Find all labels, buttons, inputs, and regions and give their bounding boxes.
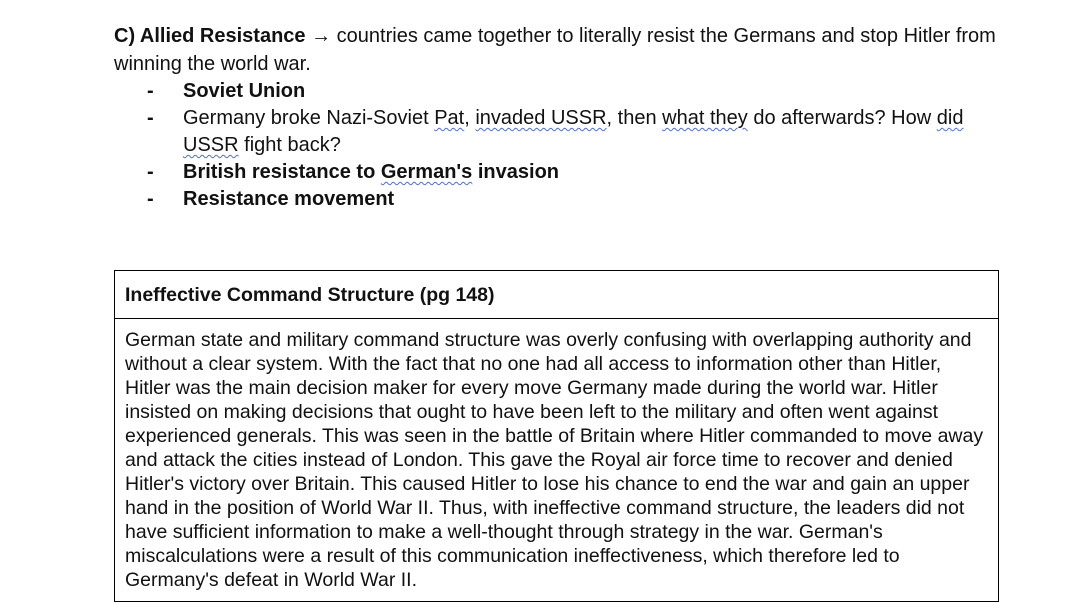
section-heading: C) Allied Resistance	[114, 25, 306, 47]
table-body-cell[interactable]: German state and military command structure was overly confusing with overlapping authority and without a clear system. With the fact that no one had all access to information other than Hitler, Hitler was the main decision maker for every move Germany made during the world war. Hitler insisted on making decisions that ought to have been left to the military and often went against experienced generals. This was seen in the battle of Britain where Hitler commanded to move away and attack the cities instead of London. This gave the Royal air force time to recover and denied Hitler's victory over Britain. This caused Hitler to lose his chance to end the war and gain an upper hand in the position of World War II. Thus, with ineffective command structure, the leaders did not have sufficient information to make a well-thought through strategy in the war. German's miscalculations were a result of this communication ineffectiveness, which therefore led to Germany's defeat in World War II.	[125, 329, 984, 591]
list-item-text: Germany broke Nazi-Soviet	[183, 107, 435, 129]
list-item-text: British resistance to	[183, 161, 381, 183]
list-item[interactable]	[114, 186, 1004, 213]
list-item[interactable]	[114, 159, 1004, 186]
arrow-glyph: →	[311, 25, 332, 47]
notes-table	[114, 270, 999, 602]
list-item-text: invasion	[472, 161, 560, 183]
dash-bullet-icon: -	[147, 161, 154, 183]
list-item-text: ,	[464, 107, 476, 129]
list-item-text: fight back?	[238, 134, 341, 156]
section-heading-paragraph[interactable]	[114, 22, 1004, 78]
spellcheck-flagged-word[interactable]: what they	[662, 107, 748, 129]
list-item-text: , then	[606, 107, 663, 129]
table-header-cell[interactable]: Ineffective Command Structure (pg 148)	[115, 271, 998, 319]
list-item[interactable]	[114, 78, 1004, 105]
dash-bullet-icon: -	[147, 80, 154, 102]
bullet-list	[114, 78, 1004, 213]
dash-bullet-icon: -	[147, 188, 154, 210]
list-item[interactable]	[114, 105, 1004, 159]
list-item-text: Soviet Union	[183, 80, 306, 102]
list-item-text: Resistance movement	[183, 188, 395, 210]
list-item-text: do afterwards? How	[747, 107, 937, 129]
spellcheck-flagged-word[interactable]: did USSR	[183, 107, 964, 156]
dash-bullet-icon: -	[147, 107, 154, 129]
spellcheck-flagged-word[interactable]: invaded USSR	[475, 107, 607, 129]
spellcheck-flagged-word[interactable]: German's	[380, 161, 473, 183]
section-description: countries came together to literally resist the Germans and stop Hitler from winning the world war.	[114, 25, 996, 75]
spellcheck-flagged-word[interactable]: Pat	[434, 107, 465, 129]
document-body[interactable]	[114, 22, 1004, 213]
